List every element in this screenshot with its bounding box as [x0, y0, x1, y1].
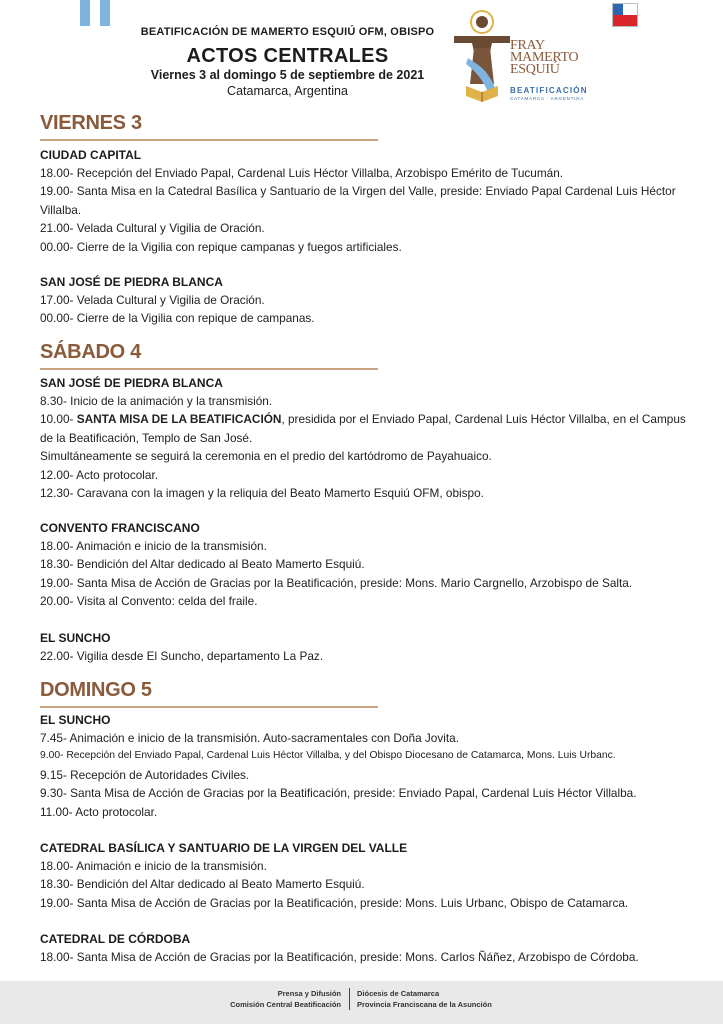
footer-province: Provincia Franciscana de la Asunción — [357, 1000, 492, 1009]
section-catedral-basilica — [40, 839, 690, 912]
section-san-jose-de-piedra-blanca — [40, 374, 690, 502]
page-footer — [0, 981, 723, 1024]
day-heading-sunday — [40, 679, 380, 708]
fray-mamerto-esquiu-logo-icon — [452, 8, 597, 104]
schedule-item: 12.30- Caravana con la imagen y la reliquia del Beato Mamerto Esquiú OFM, obispo. — [40, 486, 484, 501]
schedule-item: 19.00- Santa Misa de Acción de Gracias por la Beatificación, preside: Mons. Luis Urbanc, Obispo de Catamarca. — [40, 895, 629, 910]
logo-subtitle: BEATIFICACIÓN — [510, 86, 588, 95]
logo-wordmark — [510, 40, 578, 76]
event-place: Catamarca, Argentina — [227, 84, 348, 98]
schedule-item: 00.00- Cierre de la Vigilia con repique campanas y fuegos artificiales. — [40, 239, 402, 254]
section-ciudad-capital — [40, 146, 690, 256]
section-catedral-de-cordoba — [40, 930, 690, 966]
schedule-item: 19.00- Santa Misa en la Catedral Basílica y Santuario de la Virgen del Valle, preside: Enviado Papal Cardenal Luis Héctor Villalba. — [40, 184, 676, 217]
footer-diocese: Diócesis de Catamarca — [357, 989, 440, 998]
footer-divider — [349, 988, 350, 1010]
section-title: CONVENTO FRANCISCANO — [40, 521, 200, 535]
footer-commission: Comisión Central Beatificación — [230, 1000, 341, 1009]
day-divider — [40, 706, 378, 708]
section-el-suncho — [40, 711, 690, 821]
day-title: VIERNES 3 — [40, 112, 142, 134]
day-heading-saturday — [40, 341, 380, 370]
schedule-item: 18.00- Animación e inicio de la transmisión. — [40, 539, 267, 553]
logo-figure-icon — [452, 8, 512, 104]
section-title: EL SUNCHO — [40, 713, 111, 727]
footer-credits-right — [357, 988, 492, 1010]
schedule-item: 11.00- Acto protocolar. — [40, 804, 158, 819]
section-san-jose-de-piedra-blanca — [40, 273, 690, 328]
section-title: EL SUNCHO — [40, 631, 111, 645]
schedule-item — [40, 410, 690, 447]
section-convento-franciscano — [40, 519, 690, 611]
argentina-flag-icon — [80, 0, 110, 26]
supertitle: BEATIFICACIÓN DE MAMERTO ESQUIÚ OFM, OBISPO — [140, 26, 435, 38]
schedule-item: Simultáneamente se seguirá la ceremonia en el predio del kartódromo de Payahuaico. — [40, 449, 492, 464]
logo-line-2: MAMERTO — [510, 50, 579, 65]
schedule-item: 00.00- Cierre de la Vigilia con repique de campanas. — [40, 311, 315, 326]
schedule-item: 9.00- Recepción del Enviado Papal, Cardenal Luis Héctor Villalba, y del Obispo Diocesano de Catamarca, Mons. Luis Urbanc. — [40, 750, 616, 762]
schedule-item: 20.00- Visita al Convento: celda del fraile. — [40, 594, 258, 609]
schedule-time: 10.00- — [40, 412, 77, 427]
schedule-item: 18.00- Santa Misa de Acción de Gracias por la Beatificación, preside: Mons. Carlos Ñáñez, Arzobispo de Córdoba. — [40, 950, 639, 964]
section-el-suncho — [40, 629, 690, 665]
schedule-item: 9.15- Recepción de Autoridades Civiles. — [40, 767, 250, 782]
schedule-item: 9.30- Santa Misa de Acción de Gracias por la Beatificación, preside: Enviado Papal, Cardenal Luis Héctor Villalba. — [40, 786, 637, 801]
day-divider — [40, 368, 378, 370]
schedule-item: 18.30- Bendición del Altar dedicado al Beato Mamerto Esquiú. — [40, 557, 365, 572]
day-title: SÁBADO 4 — [40, 341, 141, 363]
schedule-item: 19.00- Santa Misa de Acción de Gracias por la Beatificación, preside: Mons. Mario Cargnello, Arzobispo de Salta. — [40, 575, 633, 590]
section-title: CIUDAD CAPITAL — [40, 148, 142, 162]
catamarca-flag-icon — [612, 3, 638, 27]
footer-press: Prensa y Difusión — [277, 989, 341, 998]
schedule-item: 18.00- Recepción del Enviado Papal, Cardenal Luis Héctor Villalba, Arzobispo Emérito de Tucumán. — [40, 166, 564, 180]
section-title: SAN JOSÉ DE PIEDRA BLANCA — [40, 275, 223, 289]
section-title: CATEDRAL DE CÓRDOBA — [40, 932, 191, 946]
schedule-item: 12.00- Acto protocolar. — [40, 467, 159, 482]
schedule-item: 8.30- Inicio de la animación y la transmisión. — [40, 394, 273, 408]
schedule-item: 7.45- Animación e inicio de la transmisión. Auto-sacramentales con Doña Jovita. — [40, 731, 460, 745]
footer-credits-left — [230, 988, 341, 1010]
day-title: DOMINGO 5 — [40, 679, 152, 701]
day-divider — [40, 139, 378, 141]
section-title: CATEDRAL BASÍLICA Y SANTUARIO DE LA VIRGEN DEL VALLE — [40, 841, 408, 855]
logo-line-3: ESQUIÚ — [510, 62, 560, 77]
highlight-mass: SANTA MISA DE LA BEATIFICACIÓN — [76, 412, 282, 427]
schedule-detail: , presidida por el Enviado Papal, Cardenal Luis Héctor Villalba, en el Campus de la Beatificación, Templo de San José. — [40, 412, 686, 445]
logo-line-1: FRAY — [510, 38, 545, 53]
section-title: SAN JOSÉ DE PIEDRA BLANCA — [40, 376, 223, 390]
schedule-item: 22.00- Vigilia desde El Suncho, departamento La Paz. — [40, 649, 324, 663]
schedule-item: 17.00- Velada Cultural y Vigilia de Oración. — [40, 293, 265, 307]
schedule-item: 21.00- Velada Cultural y Vigilia de Oración. — [40, 221, 265, 236]
page-title: ACTOS CENTRALES — [186, 45, 389, 67]
event-dates: Viernes 3 al domingo 5 de septiembre de 2021 — [150, 68, 425, 82]
document-header — [120, 26, 455, 99]
day-heading-friday — [40, 112, 380, 141]
schedule-item: 18.30- Bendición del Altar dedicado al Beato Mamerto Esquiú. — [40, 877, 365, 892]
schedule-item: 18.00- Animación e inicio de la transmisión. — [40, 859, 267, 873]
logo-location: CATAMARCA - ARGENTINA — [510, 96, 585, 101]
